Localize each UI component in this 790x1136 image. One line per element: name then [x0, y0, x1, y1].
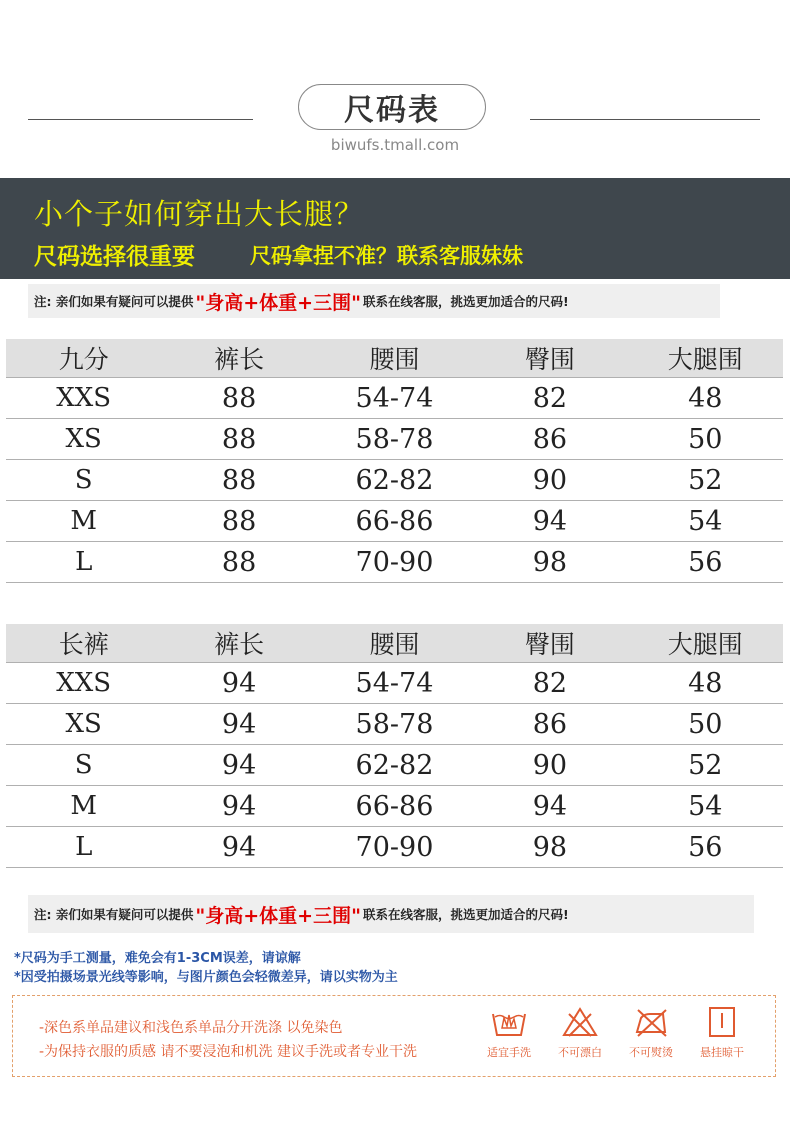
table-cell: 94 [161, 663, 316, 704]
care-label: 适宜手洗 [487, 1046, 531, 1059]
table-cell: 98 [472, 542, 627, 583]
table-cell: 62-82 [317, 460, 472, 501]
table-cell: 50 [628, 419, 783, 460]
banner-subtitle-left: 尺码选择很重要 [34, 244, 195, 270]
contact-note-bottom [28, 895, 754, 933]
table-cell: 70-90 [317, 827, 472, 868]
table-header-row [6, 624, 783, 663]
care-label: 不可漂白 [558, 1046, 602, 1059]
note-suffix: 联系在线客服，挑选更加适合的尺码! [363, 294, 569, 309]
table-cell: 56 [628, 827, 783, 868]
table-cell: 88 [161, 542, 316, 583]
table-row [6, 704, 783, 745]
table-cell: 88 [161, 501, 316, 542]
table-cell: 52 [628, 745, 783, 786]
column-header: 臀围 [472, 339, 627, 378]
table-row [6, 501, 783, 542]
table-cell: 94 [472, 786, 627, 827]
column-header: 臀围 [472, 624, 627, 663]
table-cell: 90 [472, 745, 627, 786]
size-table-cropped [6, 339, 783, 583]
header-rule-left [28, 119, 253, 120]
table-cell: M [6, 501, 161, 542]
table-cell: 90 [472, 460, 627, 501]
table-cell: 66-86 [317, 786, 472, 827]
care-line-1: -深色系单品建议和浅色系单品分开洗涤 以免染色 [39, 1020, 343, 1036]
table-cell: S [6, 745, 161, 786]
table-header-row [6, 339, 783, 378]
table-cell: 48 [628, 663, 783, 704]
table-cell: L [6, 542, 161, 583]
table-cell: 86 [472, 704, 627, 745]
table-cell: 86 [472, 419, 627, 460]
note-prefix: 注: 亲们如果有疑问可以提供 [34, 907, 194, 922]
column-header: 裤长 [161, 339, 316, 378]
hand-wash-icon [490, 1006, 528, 1038]
column-header: 腰围 [317, 624, 472, 663]
table-cell: S [6, 460, 161, 501]
table-row [6, 378, 783, 419]
care-label: 悬挂晾干 [700, 1046, 744, 1059]
table-row [6, 542, 783, 583]
table-cell: XXS [6, 663, 161, 704]
contact-note-top [28, 284, 720, 318]
table-cell: 88 [161, 460, 316, 501]
table-cell: 70-90 [317, 542, 472, 583]
column-header: 大腿围 [628, 339, 783, 378]
care-label: 不可熨烫 [629, 1046, 673, 1059]
banner-subtitle-right: 尺码拿捏不准？联系客服妹妹 [250, 244, 523, 268]
table-cell: 94 [472, 501, 627, 542]
table-cell: 58-78 [317, 704, 472, 745]
table-cell: XS [6, 704, 161, 745]
column-header: 大腿围 [628, 624, 783, 663]
note-highlight: "身高+体重+三围" [195, 904, 361, 927]
table-cell: 88 [161, 378, 316, 419]
note-highlight: "身高+体重+三围" [195, 291, 361, 314]
table-row [6, 419, 783, 460]
table-row [6, 827, 783, 868]
care-line-2: -为保持衣服的质感 请不要浸泡和机洗 建议手洗或者专业干洗 [39, 1044, 417, 1060]
table-cell: 66-86 [317, 501, 472, 542]
table-cell: 88 [161, 419, 316, 460]
table-cell: 94 [161, 745, 316, 786]
size-table-long [6, 624, 783, 868]
table-cell: 58-78 [317, 419, 472, 460]
promo-banner [0, 178, 790, 279]
care-item-hang-dry [687, 1006, 757, 1060]
care-instructions-box [12, 995, 776, 1077]
header-rule-right [530, 119, 760, 120]
column-header: 裤长 [161, 624, 316, 663]
hang-dry-icon [703, 1006, 741, 1038]
no-bleach-icon [561, 1006, 599, 1038]
column-header: 腰围 [317, 339, 472, 378]
care-item-no-bleach [545, 1006, 615, 1060]
table-cell: 52 [628, 460, 783, 501]
table-cell: 94 [161, 704, 316, 745]
table-cell: XS [6, 419, 161, 460]
table-row [6, 745, 783, 786]
table-cell: 54-74 [317, 378, 472, 419]
table-cell: XXS [6, 378, 161, 419]
table-cell: 82 [472, 663, 627, 704]
table-cell: 98 [472, 827, 627, 868]
disclaimer-color: *因受拍摄场景光线等影响，与图片颜色会轻微差异，请以实物为主 [14, 970, 398, 985]
table-row [6, 663, 783, 704]
table-cell: M [6, 786, 161, 827]
table-cell: 54-74 [317, 663, 472, 704]
note-suffix: 联系在线客服，挑选更加适合的尺码! [363, 907, 569, 922]
table-cell: 50 [628, 704, 783, 745]
no-iron-icon [632, 1006, 670, 1038]
table-cell: 94 [161, 786, 316, 827]
page-title: 尺码表 [298, 84, 486, 130]
column-header: 九分 [6, 339, 161, 378]
column-header: 长裤 [6, 624, 161, 663]
banner-headline: 小个子如何穿出大长腿？ [34, 197, 365, 231]
table-cell: 54 [628, 501, 783, 542]
table-cell: 82 [472, 378, 627, 419]
table-row [6, 460, 783, 501]
table-cell: 56 [628, 542, 783, 583]
care-item-no-iron [616, 1006, 686, 1060]
table-cell: 94 [161, 827, 316, 868]
table-cell: L [6, 827, 161, 868]
table-row [6, 786, 783, 827]
table-cell: 48 [628, 378, 783, 419]
table-cell: 54 [628, 786, 783, 827]
note-prefix: 注: 亲们如果有疑问可以提供 [34, 294, 194, 309]
care-item-hand-wash [474, 1006, 544, 1060]
shop-url: biwufs.tmall.com [330, 136, 460, 154]
disclaimer-measurement: *尺码为手工测量，难免会有1-3CM误差，请谅解 [14, 951, 301, 966]
table-cell: 62-82 [317, 745, 472, 786]
